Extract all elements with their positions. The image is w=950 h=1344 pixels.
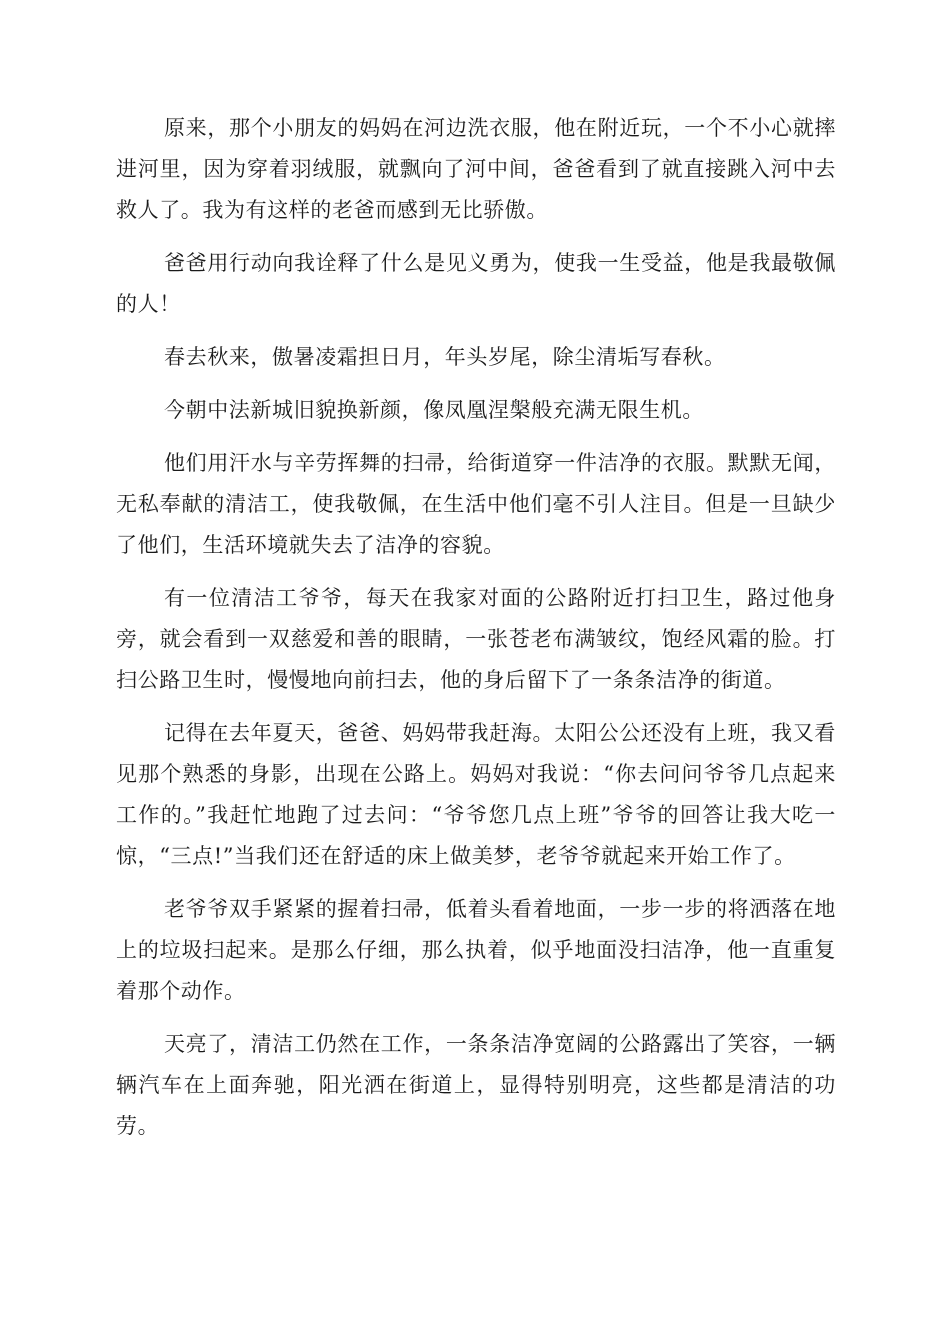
paragraph: 春去秋来，傲暑凌霜担日月，年头岁尾，除尘清垢写春秋。	[164, 345, 726, 369]
paragraph: 原来，那个小朋友的妈妈在河边洗衣服，他在附近玩，一个不小心就摔进河里，因为穿着羽绒服，就飘向了河中间，爸爸看到了就直接跳入河中去救人了。我为有这样的老爸而感到无比骄傲。	[116, 116, 836, 222]
paragraph: 老爷爷双手紧紧的握着扫帚，低着头看着地面，一步一步的将洒落在地上的垃圾扫起来。是那么仔细，那么执着，似乎地面没扫洁净，他一直重复着那个动作。	[116, 897, 836, 1003]
paragraph: 爸爸用行动向我诠释了什么是见义勇为，使我一生受益，他是我最敬佩的人！	[116, 251, 836, 316]
paragraph: 有一位清洁工爷爷，每天在我家对面的公路附近打扫卫生，路过他身旁，就会看到一双慈爱和善的眼睛，一张苍老布满皱纹，饱经风霜的脸。打扫公路卫生时，慢慢地向前扫去，他的身后留下了一条条洁净的街道。	[116, 586, 836, 692]
paragraph: 今朝中法新城旧貌换新颜，像凤凰涅槃般充满无限生机。	[164, 398, 704, 422]
paragraph: 他们用汗水与辛劳挥舞的扫帚，给街道穿一件洁净的衣服。默默无闻，无私奉献的清洁工，使我敬佩，在生活中他们毫不引人注目。但是一旦缺少了他们，生活环境就失去了洁净的容貌。	[116, 451, 836, 557]
paragraph: 天亮了，清洁工仍然在工作，一条条洁净宽阔的公路露出了笑容，一辆辆汽车在上面奔驰，阳光洒在街道上，显得特别明亮，这些都是清洁的功劳。	[116, 1032, 836, 1138]
document-body	[116, 108, 836, 1159]
paragraph: 记得在去年夏天，爸爸、妈妈带我赶海。太阳公公还没有上班，我又看见那个熟悉的身影，出现在公路上。妈妈对我说：“你去问问爷爷几点起来工作的。”我赶忙地跑了过去问：“爷爷您几点上班”爷爷的回答让我大吃一惊，“三点!”当我们还在舒适的床上做美梦，老爷爷就起来开始工作了。	[116, 721, 836, 868]
